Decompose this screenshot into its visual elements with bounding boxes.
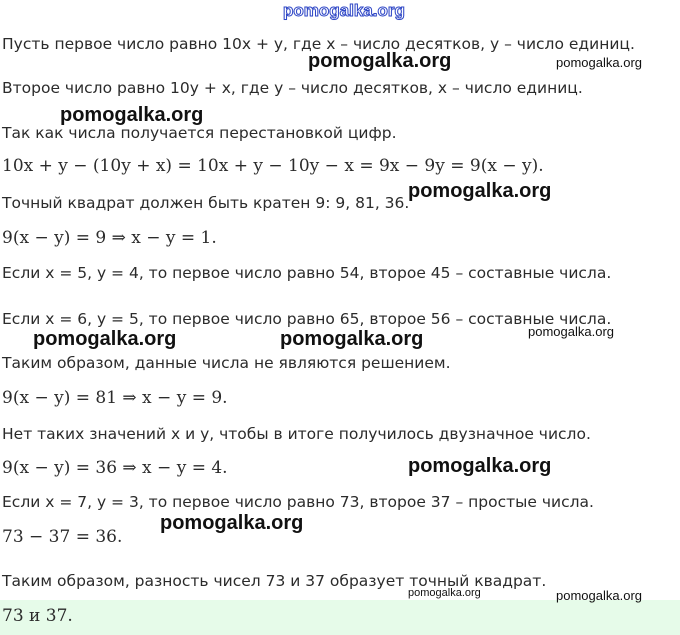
equation-check: 73 − 37 = 36. (2, 527, 123, 547)
watermark-small: pomogalka.org (528, 324, 614, 339)
answer-text: 73 и 37. (2, 606, 73, 626)
equation-case-36: 9(x − y) = 36 ⇒ x − y = 4. (2, 458, 228, 478)
answer-box (0, 600, 680, 635)
solution-line-15: Таким образом, разность чисел 73 и 37 образует точный квадрат. (2, 572, 547, 590)
solution-line-13: Если x = 7, y = 3, то первое число равно 73, второе 37 – простые числа. (2, 493, 594, 511)
watermark: pomogalka.org (408, 180, 552, 202)
watermark-top: pomogalka.org (283, 1, 405, 20)
watermark-small: pomogalka.org (556, 55, 642, 70)
solution-line-7: Если x = 5, y = 4, то первое число равно 54, второе 45 – составные числа. (2, 264, 612, 282)
equation-case-9: 9(x − y) = 9 ⇒ x − y = 1. (2, 228, 217, 248)
solution-line-1: Пусть первое число равно 10x + y, где x – число десятков, y – число единиц. (2, 35, 635, 53)
solution-line-2: Второе число равно 10y + x, где y – число десятков, x – число единиц. (2, 79, 583, 97)
watermark: pomogalka.org (160, 512, 304, 534)
watermark: pomogalka.org (308, 50, 452, 72)
equation-case-81: 9(x − y) = 81 ⇒ x − y = 9. (2, 388, 228, 408)
watermark: pomogalka.org (280, 328, 424, 350)
solution-line-3: Так как числа получается перестановкой цифр. (2, 124, 397, 142)
watermark: pomogalka.org (408, 455, 552, 477)
solution-line-11: Нет таких значений x и y, чтобы в итоге получилось двузначное число. (2, 425, 591, 443)
equation-difference: 10x + y − (10y + x) = 10x + y − 10y − x = 9x − 9y = 9(x − y). (2, 156, 544, 176)
watermark: pomogalka.org (33, 328, 177, 350)
watermark: pomogalka.org (60, 104, 204, 126)
watermark-small: pomogalka.org (556, 588, 642, 603)
watermark-small: pomogalka.org (408, 587, 481, 599)
solution-line-8: Если x = 6, y = 5, то первое число равно 65, второе 56 – составные числа. (2, 310, 612, 328)
solution-line-5: Точный квадрат должен быть кратен 9: 9, 81, 36. (2, 194, 410, 212)
solution-line-9: Таким образом, данные числа не являются решением. (2, 354, 451, 372)
